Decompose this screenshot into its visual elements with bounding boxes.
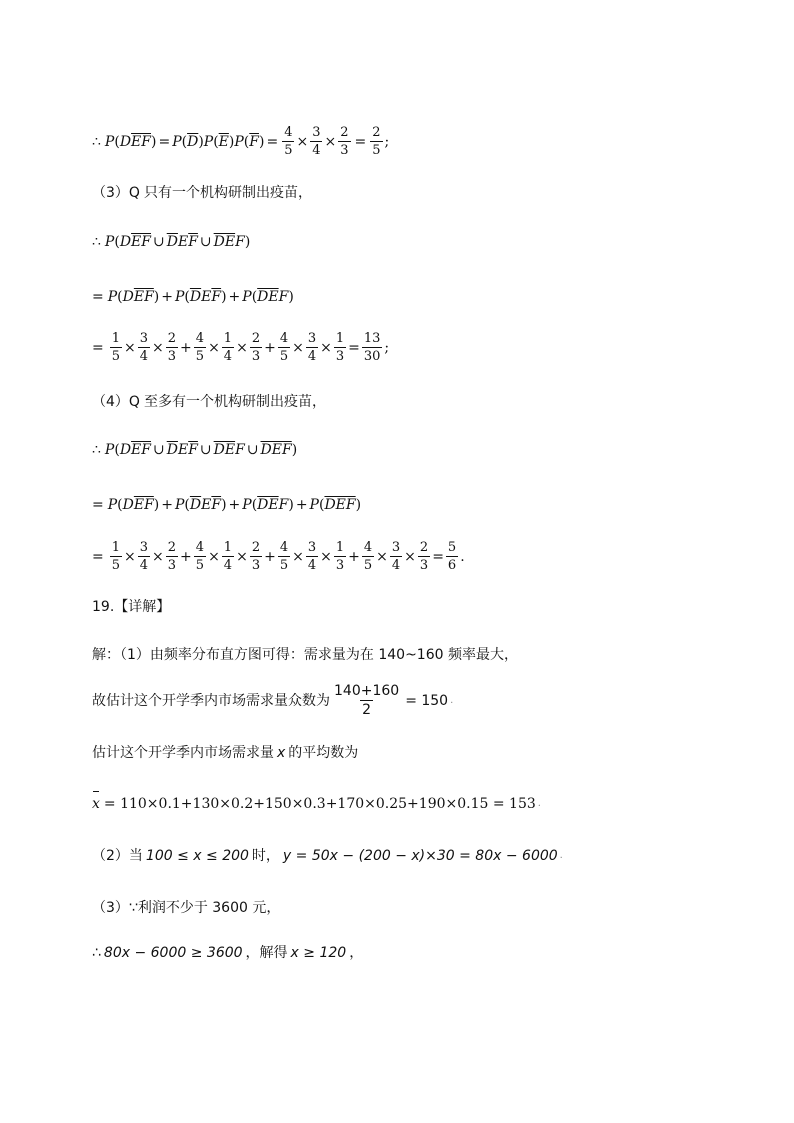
fraction: 2 3 <box>419 540 429 573</box>
paragraph-text: 故估计这个开学季内市场需求量众数为 <box>92 692 330 709</box>
paragraph-text: 解：（1）由频率分布直方图可得：需求量为在 140~160 频率最大， <box>92 647 518 663</box>
paragraph-text: 估计这个开学季内市场需求量 <box>92 745 274 761</box>
paragraph-text: （3）∵利润不少于 3600 元， <box>92 900 281 916</box>
mean-formula <box>92 797 541 811</box>
paragraph-2 <box>92 684 453 717</box>
paragraph-5 <box>92 901 280 915</box>
fraction: 4 5 <box>195 331 205 364</box>
punct: ， <box>349 945 364 961</box>
question-label: （4） <box>92 394 129 410</box>
fraction: 4 5 <box>363 540 373 573</box>
fraction: 4 5 <box>195 540 205 573</box>
math-variable: x <box>277 745 286 761</box>
therefore-symbol: ∴ <box>92 945 101 961</box>
question-3-heading <box>92 186 312 200</box>
math-inequality: 80x − 6000 ≥ 3600 <box>103 945 243 961</box>
q3-calculation: = 1 5 × 3 4 × 2 3 + 4 5 × 1 4 × 2 3 + 4 5 × 3 4 × 1 3 = 13 30 ; <box>92 331 390 364</box>
q3-expression: ∴ P ( D $\overline{EF}$ ∪ $\overline{D}$ E $\overline{F}$ ∪ $\overline{DE}$ F ) <box>92 234 251 250</box>
fraction: 3 4 <box>391 540 401 573</box>
punct: ; <box>384 133 390 150</box>
paragraph-text: 时， <box>251 848 280 864</box>
fraction: $\frac{4}{5}$ <box>284 125 293 158</box>
fraction: 2 3 <box>167 331 177 364</box>
fraction: 1 3 <box>335 540 345 573</box>
paragraph-text: ，解得 <box>245 945 288 961</box>
q4-calculation: = 1 5 × 3 4 × 2 3 + 4 5 × 1 4 × 2 3 + 4 5 × 3 4 × 1 3 + 4 5 × 3 4 × 2 3 = 5 6 . <box>92 540 465 573</box>
punct: . <box>450 694 454 706</box>
math-expression: y = 50x − (200 − x)×30 = 80x − 6000 <box>282 848 558 864</box>
problem-19-heading <box>92 600 170 614</box>
question-text: 至多有一个机构研制出疫苗， <box>143 394 326 410</box>
fraction: 1 4 <box>223 540 233 573</box>
q3-sum: = P ( D $\overline{EF}$ ) + P ( $\overline{D}$ E $\overline{F}$ ) + P ( $\overline{DE}$ F ) <box>92 289 294 305</box>
question-text: 只有一个机构研制出疫苗， <box>143 185 312 201</box>
result-fraction: 13 30 <box>363 331 381 364</box>
fraction: 3 4 <box>139 331 149 364</box>
paragraph-text: 的平均数为 <box>288 745 359 761</box>
therefore-symbol: ∴ <box>92 133 101 150</box>
fraction: 3 4 <box>139 540 149 573</box>
q4-sum: = P ( D $\overline{EF}$ ) + P ( $\overline{D}$ E $\overline{F}$ ) + P ( $\overline{DE}$ F ) + P ( $\overline{DEF}$ ) <box>92 497 362 513</box>
fraction: 2 3 <box>251 540 261 573</box>
heading-text: 19.【详解】 <box>92 599 171 615</box>
question-label: （3） <box>92 185 129 201</box>
result-fraction: $\frac{2}{5}$ <box>372 125 381 158</box>
because-symbol: Q <box>128 185 140 201</box>
paragraph-1 <box>92 648 518 662</box>
paragraph-text: （2）当 <box>92 848 143 864</box>
paragraph-6 <box>92 946 363 960</box>
fraction: 1 5 <box>111 331 121 364</box>
fraction: 1 3 <box>335 331 345 364</box>
math-result: = 150 <box>405 692 449 709</box>
math-solution: x ≥ 120 <box>290 945 347 961</box>
fraction: 2 3 <box>167 540 177 573</box>
paragraph-4 <box>92 849 563 863</box>
because-symbol: Q <box>128 394 140 410</box>
mode-fraction: $\frac{140+160}{2}$ <box>334 683 400 718</box>
punct: ; <box>384 339 390 356</box>
fraction: 2 3 <box>251 331 261 364</box>
fraction: 3 4 <box>307 540 317 573</box>
result-fraction: 5 6 <box>447 540 457 573</box>
punct: . <box>460 548 465 565</box>
math-expression: = 110×0.1+130×0.2+150×0.3+170×0.25+190×0.15 = 153 <box>103 796 536 812</box>
math-condition: 100 ≤ x ≤ 200 <box>145 848 249 864</box>
fraction: 1 4 <box>223 331 233 364</box>
fraction: $\frac{2}{3}$ <box>340 125 349 158</box>
fraction: 4 5 <box>279 540 289 573</box>
question-4-heading <box>92 395 326 409</box>
x-bar-symbol: x <box>92 796 100 812</box>
punct: . <box>559 850 563 861</box>
punct: . <box>537 798 541 809</box>
fraction: 4 5 <box>279 331 289 364</box>
prob-line-1: ∴ P ( D $\overline{EF}$ ) = P ( $\overline{D}$ ) P ( $\overline{E}$ ) P ( $\overline{F}$ ) = $\frac{4}{5}$ × 3 4 × $\frac{2}{3}$ = $\frac{2}{5}$ ; <box>92 125 390 158</box>
fraction: 1 5 <box>111 540 121 573</box>
fraction: 3 4 <box>307 331 317 364</box>
q4-expression: ∴ P ( D $\overline{EF}$ ∪ $\overline{D}$ E $\overline{F}$ ∪ $\overline{DE}$ F ∪ $\overline{DEF}$ ) <box>92 442 298 458</box>
fraction: 3 4 <box>312 125 321 158</box>
paragraph-3 <box>92 746 358 760</box>
